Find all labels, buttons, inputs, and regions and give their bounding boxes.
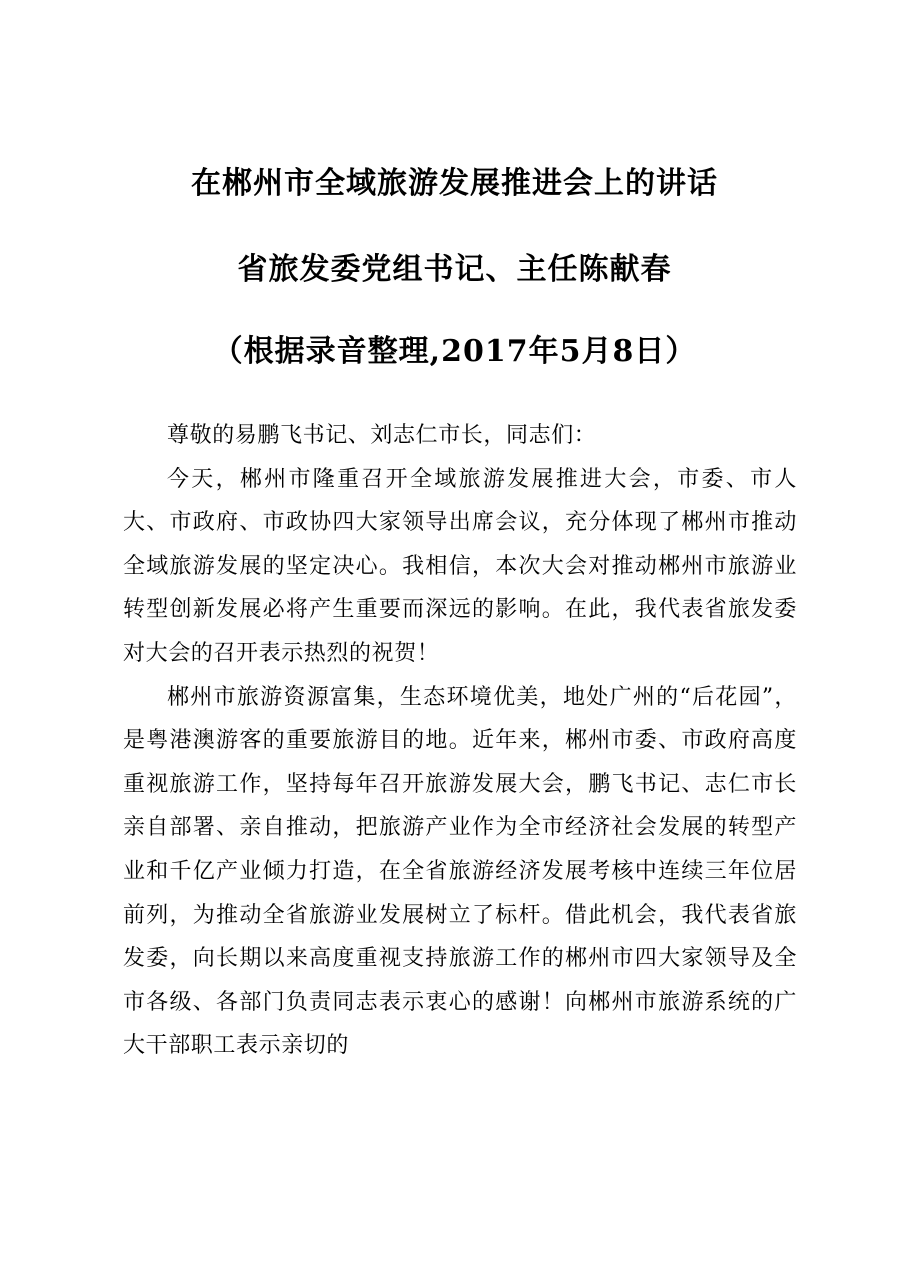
speaker-line: 省旅发委党组书记、主任陈献春 — [237, 252, 672, 287]
body-paragraph: 郴州市旅游资源富集，生态环境优美，地处广州的“后花园”，是粤港澳游客的重要旅游目的地。近年来，郴州市委、市政府高度重视旅游工作，坚持每年召开旅游发展大会，鹏飞书记、志仁市长亲自部署、亲自推动，把旅游产业作为全市经济社会发展的转型产业和千亿产业倾力打造，在全省旅游经济发展考核中连续三年位居前列，为推动全省旅游业发展树立了标杆。借此机会，我代表省旅发委，向长期以来高度重视支持旅游工作的郴州市四大家领导及全市各级、各部门负责同志表示衷心的感谢！向郴州市旅游系统的广大干部职工表示亲切的 — [123, 684, 797, 1059]
body-paragraph: 今天，郴州市隆重召开全域旅游发展推进大会，市委、市人大、市政府、市政协四大家领导出席会议，充分体现了郴州市推动全域旅游发展的坚定决心。我相信，本次大会对推动郴州市旅游业转型创新发展必将产生重要而深远的影响。在此，我代表省旅发委对大会的召开表示热烈的祝贺！ — [123, 466, 797, 666]
transcript-note: （根据录音整理,2017年5月8日） — [212, 334, 697, 369]
speech-body — [123, 414, 797, 1068]
salutation-paragraph: 尊敬的易鹏飞书记、刘志仁市长，同志们： — [167, 423, 597, 448]
document-title: 在郴州市全域旅游发展推进会上的讲话 — [191, 166, 718, 201]
